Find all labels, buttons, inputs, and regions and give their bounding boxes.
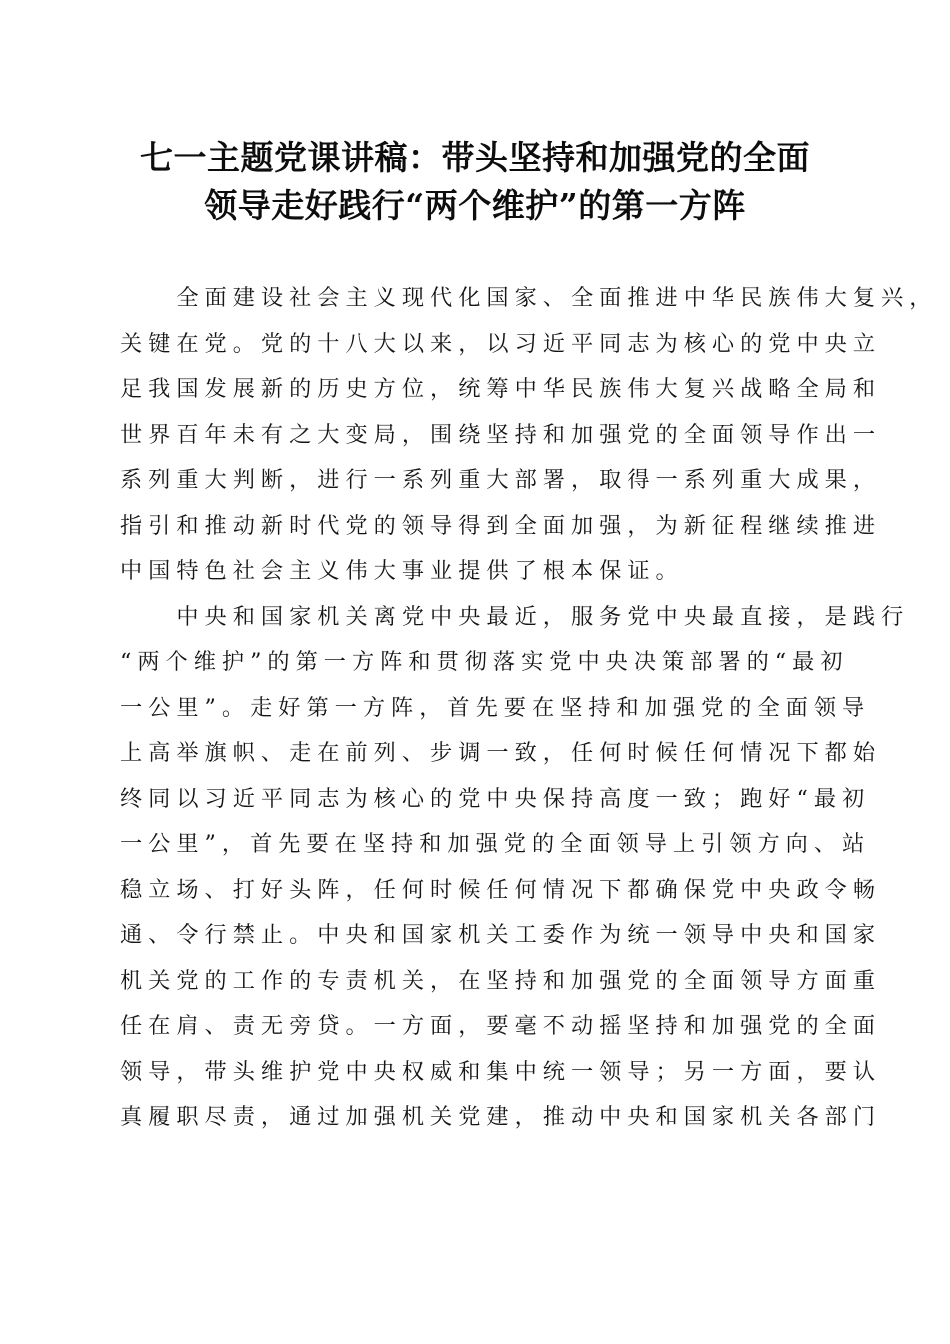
body-line: 全面建设社会主义现代化国家、全面推进中华民族伟大复兴， xyxy=(120,285,938,311)
body-line: 真履职尽责，通过加强机关党建，推动中央和国家机关各部门 xyxy=(120,1104,882,1130)
body-line: 一公里”。走好第一方阵，首先要在坚持和加强党的全面领导 xyxy=(120,694,871,721)
title-line-1: 七一主题党课讲稿：带头坚持和加强党的全面 xyxy=(140,138,810,177)
document-title xyxy=(100,134,850,230)
body-line: 通、令行禁止。中央和国家机关工委作为统一领导中央和国家 xyxy=(120,922,882,948)
body-line: 指引和推动新时代党的领导得到全面加强，为新征程继续推进 xyxy=(120,512,882,539)
body-line: 系列重大判断，进行一系列重大部署，取得一系列重大成果， xyxy=(120,467,882,493)
body-line: 领导，带头维护党中央权威和集中统一领导；另一方面，要认 xyxy=(120,1058,882,1085)
body-line: 中央和国家机关离党中央最近，服务党中央最直接，是践行 xyxy=(120,603,910,630)
body-line: 一公里”，首先要在坚持和加强党的全面领导上引领方向、站 xyxy=(120,831,871,857)
body-line: 足我国发展新的历史方位，统筹中华民族伟大复兴战略全局和 xyxy=(120,376,882,402)
body-line: 中国特色社会主义伟大事业提供了根本保证。 xyxy=(120,558,684,584)
body-line: 稳立场、打好头阵，任何时候任何情况下都确保党中央政令畅 xyxy=(120,876,882,903)
body-line: 关键在党。党的十八大以来，以习近平同志为核心的党中央立 xyxy=(120,330,882,357)
body-line: 任在肩、责无旁贷。一方面，要毫不动摇坚持和加强党的全面 xyxy=(120,1013,882,1039)
document-body xyxy=(120,276,938,1141)
body-line: 终同以习近平同志为核心的党中央保持高度一致；跑好“最初 xyxy=(120,785,871,812)
body-line: 机关党的工作的专责机关，在坚持和加强党的全面领导方面重 xyxy=(120,967,882,994)
body-line: 世界百年未有之大变局，围绕坚持和加强党的全面领导作出一 xyxy=(120,421,882,448)
body-line: 上高举旗帜、走在前列、步调一致，任何时候任何情况下都始 xyxy=(120,740,882,766)
body-line: “两个维护”的第一方阵和贯彻落实党中央决策部署的“最初 xyxy=(120,649,849,675)
title-line-2: 领导走好践行“两个维护”的第一方阵 xyxy=(204,186,746,225)
